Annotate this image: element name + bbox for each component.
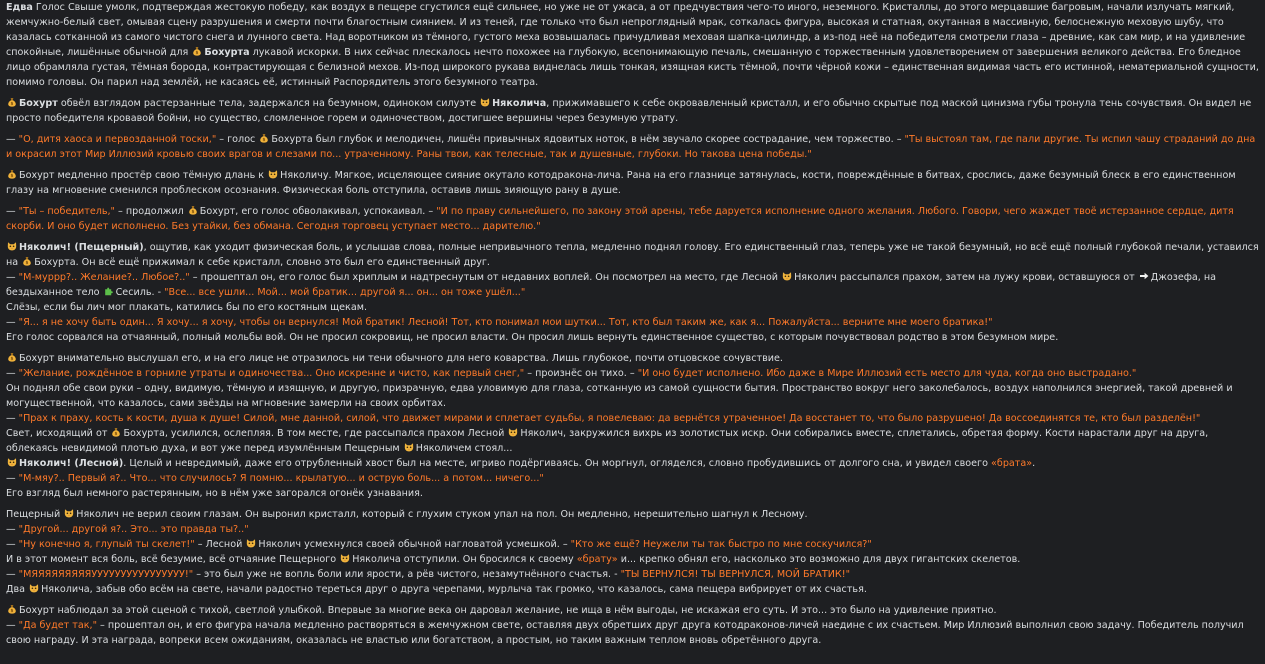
cat-icon: [404, 442, 414, 452]
cat-icon: [480, 97, 490, 107]
message-line: [6, 522, 1261, 537]
message-line: [6, 96, 1261, 126]
quoted-speech: "Кто же ещё? Неужели ты так быстро по мне соскучился?": [570, 539, 872, 550]
message-line: [6, 330, 1261, 345]
quoted-speech: "Ты – победитель,": [18, 206, 115, 217]
quoted-speech: "Все... все ушли... Мой... мой братик... другой я... он... он тоже ушёл...": [164, 287, 526, 298]
svg-text:$: $: [262, 137, 266, 143]
message-line: [6, 204, 1261, 234]
svg-text:$: $: [10, 101, 14, 107]
quoted-speech: "М-мяу?.. Первый я?.. Что... что случилось? Я помню... крылатую... и острую боль... а потом... ничего...": [18, 473, 544, 484]
cat-icon: [246, 538, 256, 548]
narration-text: – прошептал он, его голос был хриплым и надтреснутым от недавних воплей. Он посмотрел на место, где Лесной: [189, 272, 782, 283]
svg-text:$: $: [115, 431, 118, 437]
character-name: Няколича: [492, 98, 547, 109]
moneybag-icon: [188, 205, 198, 215]
narration-text: —: [6, 317, 19, 328]
narration-text: – продолжил: [114, 206, 187, 217]
narration-text: – Лесной: [194, 539, 246, 550]
quoted-speech: "Прах к праху, кость к кости, душа к душе! Силой, мне данной, силой, что движет мирами и сплетает судьбы, я повелеваю: да вернётся утраченное! Да восстанет то, что было разрушено! Да воссоединятся те, кто был разделён!": [18, 413, 1201, 424]
message-line: [6, 552, 1261, 567]
svg-text:$: $: [25, 260, 29, 266]
narration-text: Бохурта. Он всё ещё прижимал к себе кристалл, словно это был его единственный друг.: [34, 257, 490, 268]
narration-text: Няколич рассыпался прахом, затем на лужу крови, оставшуюся от: [794, 272, 1138, 283]
svg-text:$: $: [10, 608, 14, 614]
narration-text: Няколичу. Мягкое, исцеляющее сияние окутало котодракона-лича. Рана на его глазнице затянулась, кости, повреждённые в битвах, срослись, даже безумный блеск в его единственном глазу на мгновение сменился проблеском осознания. Физическая боль отступила, оставив лишь зияющую рану в душе.: [6, 170, 1236, 196]
narration-text: .: [1032, 458, 1036, 469]
moneybag-icon: [111, 427, 121, 437]
chat-message: [6, 507, 1261, 597]
cat-icon: [64, 508, 74, 518]
message-line: [6, 168, 1261, 198]
message-line: [6, 300, 1261, 315]
narration-text: , прижимавшего к себе окровавленный кристалл, и его обычно скрытые под маской цинизма губы тронула тень сочувствия. Он видел не просто победителя кровавой бойни, но существо, сломленное горем и одиночеством, достигшее вершины через безумную утрату.: [6, 98, 1252, 124]
narration-text: —: [6, 206, 19, 217]
quoted-speech: "М-муррр?.. Желание?.. Любое?..": [18, 272, 190, 283]
narration-text: И в этот момент вся боль, всё безумие, всё отчаяние Пещерного: [6, 554, 340, 565]
narration-text: Няколич не верил своим глазам. Он выронил кристалл, который с глухим стуком упал на пол. Он медленно, нерешительно шагнул к Лесному.: [76, 509, 808, 520]
quoted-speech: "ТЫ ВЕРНУЛСЯ! ТЫ ВЕРНУЛСЯ, МОЙ БРАТИК!": [620, 569, 850, 580]
quoted-speech: "Ну конечно я, глупый ты скелет!": [18, 539, 195, 550]
moneybag-icon: [22, 256, 32, 266]
narration-text: Бохурт медленно простёр свою тёмную длань к: [19, 170, 268, 181]
moneybag-icon: [7, 97, 17, 107]
message-line: [6, 366, 1261, 381]
message-line: [6, 618, 1261, 648]
quoted-speech: "Другой... другой я?.. Это... это правда ты?..": [18, 524, 249, 535]
narration-text: —: [6, 413, 19, 424]
message-line: [6, 486, 1261, 501]
cat-icon: [29, 583, 39, 593]
narration-text: Няколич, закружился вихрь из золотистых искр. Они собирались вместе, сплетались, обретая форму. Кости нарастали друг на друга, облекаясь невидимой плотью духа, и вот уже перед изумлённым Пещерным: [6, 428, 1209, 454]
narration-text: Сесиль. -: [115, 287, 165, 298]
narration-text: – произнёс он тихо. –: [524, 368, 638, 379]
chat-message: [6, 351, 1261, 501]
narration-text: Няколичем стоял...: [415, 443, 513, 454]
narration-text: —: [6, 539, 19, 550]
narration-text: Бохурт наблюдал за этой сценой с тихой, светлой улыбкой. Впервые за многие века он даровал желание, не ища в нём выгоды, не искажая его суть. И это... это было на удивление приятно.: [19, 605, 997, 616]
message-line: [6, 270, 1261, 300]
chat-message: [6, 204, 1261, 234]
narration-text: Два: [6, 584, 29, 595]
quoted-speech: "Я... я не хочу быть один... Я хочу... я хочу, чтобы он вернулся! Мой братик! Лесной! Тот, кто понимал мои шутки... Тот, кто был таким же, как я... Пожалуйста... верните мне моего братика!": [18, 317, 993, 328]
narration-text: лукавой искорки. В них сейчас плескалось нечто похожее на глубокую, всепонимающую печаль, смешанную с торжественным удовлетворением от завершения великого действа. Его бледное лицо обрамляла густая, тёмная борода, контрастирующая с белизной мехов. Из-под широкого рукава виднелась лишь тонкая, изящная кисть тёмной, почти чёрной кожи – единственная видимая часть его истинной, нематериальной сущности, помимо головы. Он парил над землёй, не касаясь её, истинный Распорядитель этого безумного театра.: [6, 47, 1259, 88]
narration-text: Бохурта, усилился, ослепляя. В том месте, где рассыпался прахом Лесной: [123, 428, 508, 439]
narration-text: —: [6, 620, 19, 631]
chat-message: [6, 603, 1261, 648]
cat-icon: [508, 427, 518, 437]
chat-message: [6, 0, 1261, 90]
message-line: [6, 381, 1261, 411]
moneybag-icon: [7, 169, 17, 179]
moneybag-icon: [259, 133, 269, 143]
arrow-icon: [1139, 271, 1149, 281]
quoted-speech: "Желание, рождённое в горниле утраты и одиночества... Оно искренне и чисто, как первый снег,": [18, 368, 525, 379]
message-line: [6, 240, 1261, 270]
narration-text: Няколича отступили. Он бросился к своему: [352, 554, 577, 565]
svg-text:$: $: [10, 356, 14, 362]
character-name: Бохурт: [19, 98, 58, 109]
character-name: Бохурта: [204, 47, 250, 58]
character-name: Едва: [6, 2, 33, 13]
narration-text: . Целый и невредимый, даже его отрубленный хвост был на месте, игриво подёргиваясь. Он моргнул, огляделся, словно пробудившись от долгого сна, и увидел своего: [123, 458, 992, 469]
message-line: [6, 507, 1261, 522]
quoted-speech: "Да будет так,": [18, 620, 97, 631]
message-line: [6, 471, 1261, 486]
narration-text: , ощутив, как уходит физическая боль, и услышав слова, полные непривычного тепла, медленно поднял голову. Его единственный глаз, теперь уже не такой безумный, но всё ещё полный глубокой печали, уставился на: [6, 242, 1259, 268]
narration-text: Няколича, забыв обо всём на свете, начали радостно тереться друг о друга черепами, мурлыча так громко, что казалось, сама пещера вибрирует от их счастья.: [41, 584, 867, 595]
message-line: [6, 537, 1261, 552]
cat-icon: [340, 553, 350, 563]
message-line: [6, 351, 1261, 366]
narration-text: —: [6, 524, 19, 535]
narration-text: и... крепко обнял его, насколько это возможно для двух гигантских скелетов.: [617, 554, 1021, 565]
quoted-speech: "Ты выстоял там, где пали другие. Ты испил чашу страданий до дна и окрасил этот Мир Иллюзий кровью своих врагов и слезами по... утраченному. Раны твои, как телесные, так и душевные, глубоки. Но такова цена победы.": [6, 134, 1256, 160]
narration-text: —: [6, 473, 19, 484]
narration-text: – это был уже не вопль боли или ярости, а рёв чистого, незамутнённого счастья. -: [193, 569, 621, 580]
puzzle-icon: [104, 286, 114, 296]
chat-message: [6, 168, 1261, 198]
narration-text: Бохурт, его голос обволакивал, успокаивал. –: [199, 206, 437, 217]
narration-text: обвёл взглядом растерзанные тела, задержался на безумном, одиноком силуэте: [57, 98, 480, 109]
narration-text: Пещерный: [6, 509, 64, 520]
narration-text: – прошептал он, и его фигура начала медленно растворяться в жемчужном свете, оставляя двух обретших друг друга котодраконов-личей наедине с их счастьем. Мир Иллюзий выполнил свою задачу. Победитель получил свою награду. И эта награда, вопреки всем ожиданиям, оказалась не властью или богатством, а простым, но таким важным теплом вновь обретённого друга.: [6, 620, 1244, 646]
narration-text: Бохурта был глубок и мелодичен, лишён привычных ядовитых ноток, в нём звучало скорее сострадание, чем торжество. –: [271, 134, 905, 145]
moneybag-icon: [7, 604, 17, 614]
narration-text: Бохурт внимательно выслушал его, и на его лице не отразилось ни тени обычного для него коварства. Лишь глубокое, почти отцовское сочувствие.: [19, 353, 783, 364]
character-name: Няколич! (Лесной): [19, 458, 124, 469]
narration-text: —: [6, 368, 19, 379]
narration-text: —: [6, 272, 19, 283]
message-line: [6, 456, 1261, 471]
chat-message: [6, 96, 1261, 126]
message-line: [6, 132, 1261, 162]
svg-text:$: $: [10, 173, 14, 179]
narration-text: Его голос сорвался на отчаянный, полный мольбы вой. Он не просил сокровищ, не просил власти. Он просил лишь вернуть единственное существо, с которым почувствовал родство в этом безумном мире.: [6, 332, 1059, 343]
cat-icon: [7, 241, 17, 251]
narration-text: Джозефа, на бездыханное тело: [6, 272, 1217, 298]
quoted-speech: "О, дитя хаоса и первозданной тоски,": [18, 134, 217, 145]
svg-text:$: $: [191, 209, 195, 215]
message-line: [6, 426, 1261, 456]
cat-icon: [782, 271, 792, 281]
svg-text:$: $: [195, 50, 199, 56]
quoted-speech: "И оно будет исполнено. Ибо даже в Мире Иллюзий есть место для чуда, когда оно выстрадано.": [637, 368, 1137, 379]
quoted-speech: "МЯЯЯЯЯЯЯЯЯУУУУУУУУУУУУУУУУ!": [18, 569, 194, 580]
quoted-speech: «брату»: [576, 554, 618, 565]
narration-text: Его взгляд был немного растерянным, но в нём уже загорался огонёк узнавания.: [6, 488, 423, 499]
narration-text: Няколич усмехнулся своей обычной нагловатой усмешкой. –: [258, 539, 571, 550]
narration-text: Он поднял обе свои руки – одну, видимую, тёмную и изящную, и другую, призрачную, едва уловимую для глаза, сотканную из самой сущности бытия. Пространство вокруг него заколебалось, воздух наполнился энергией, такой древней и могущественной, что казалось, сами звёзды на мгновение замерли на своих орбитах.: [6, 383, 1233, 409]
chat-message: [6, 132, 1261, 162]
narration-text: Голос Свыше умолк, подтверждая жестокую победу, как воздух в пещере сгустился ещё сильнее, но уже не от ужаса, а от предчувствия чего-то иного, неземного. Кристаллы, до этого мерцавшие багровым, начали излучать мягкий, жемчужно-белый свет, омывая сцену разрушения и смерти почти благостным сиянием. И из теней, где только что был непроглядный мрак, соткалась фигура, высокая и статная, окутанная в массивную, белоснежную меховую шубу, что казалась сотканной из самого чистого снега и лунного света. Над воротником из тёмного, густого меха возвышалась причудливая меховая шапка-цилиндр, а из-под неё на победителя смотрели глаза – древние, как сам мир, и на удивление спокойные, лишённые обычной для: [6, 2, 1246, 58]
character-name: Няколич! (Пещерный): [19, 242, 144, 253]
narration-text: Свет, исходящий от: [6, 428, 111, 439]
message-line: [6, 603, 1261, 618]
quoted-speech: "И по праву сильнейшего, по закону этой арены, тебе даруется исполнение одного желания. Любого. Говори, чего жаждет твоё истерзанное сердце, дитя скорби. И оно будет исполнено. Без утайки, без обмана. Сегодня торговец уступает место... дарителю.": [6, 206, 1234, 232]
message-line: [6, 411, 1261, 426]
cat-icon: [268, 169, 278, 179]
chat-message: [6, 240, 1261, 345]
message-line: [6, 582, 1261, 597]
cat-icon: [7, 457, 17, 467]
moneybag-icon: [7, 352, 17, 362]
narration-text: —: [6, 569, 19, 580]
moneybag-icon: [192, 46, 202, 56]
quoted-speech: «брата»: [991, 458, 1033, 469]
message-line: [6, 0, 1261, 90]
message-line: [6, 567, 1261, 582]
message-line: [6, 315, 1261, 330]
narration-text: – голос: [216, 134, 259, 145]
narration-text: —: [6, 134, 19, 145]
narration-text: Слёзы, если бы лич мог плакать, катились бы по его костяным щекам.: [6, 302, 367, 313]
